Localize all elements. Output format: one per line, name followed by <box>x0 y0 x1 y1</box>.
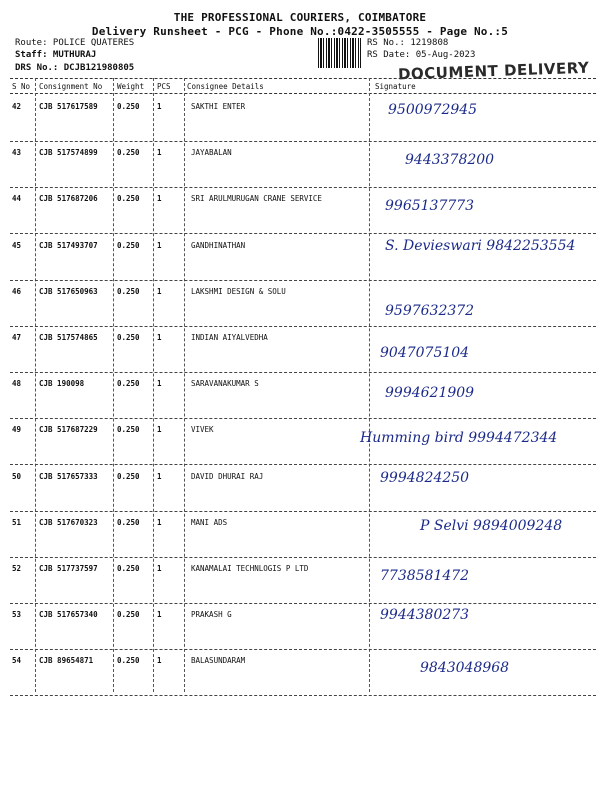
table-row <box>0 466 600 512</box>
col-pcs: PCS <box>157 82 171 91</box>
handwritten-signature: Humming bird 9994472344 <box>360 430 558 446</box>
row-sno: 52 <box>12 564 22 573</box>
row-sno: 44 <box>12 194 22 204</box>
row-pcs: 1 <box>157 425 162 435</box>
row-pcs: 1 <box>157 102 162 111</box>
row-pcs: 1 <box>157 610 162 620</box>
row-sno: 50 <box>12 471 22 481</box>
table-row <box>0 142 600 188</box>
row-weight: 0.250 <box>117 425 140 435</box>
row-consignee: GANDHINATHAN <box>191 240 246 250</box>
handwritten-signature: S. Devieswari 9842253554 <box>385 238 576 254</box>
handwritten-signature: 9843048968 <box>420 660 510 676</box>
row-sno: 48 <box>12 379 22 389</box>
row-weight: 0.250 <box>117 610 140 620</box>
row-consignee: KANAMALAI TECHNLOGIS P LTD <box>191 564 309 573</box>
row-weight: 0.250 <box>117 564 140 573</box>
row-consignee: SRI ARULMURUGAN CRANE SERVICE <box>191 194 322 204</box>
row-weight: 0.250 <box>117 240 140 250</box>
row-weight: 0.250 <box>117 286 140 296</box>
row-consignment-no: CJB 517737597 <box>39 564 98 573</box>
document-delivery-stamp: DOCUMENT DELIVERY <box>397 58 590 84</box>
row-pcs: 1 <box>157 286 162 296</box>
row-consignment-no: CJB 517574865 <box>39 333 98 342</box>
row-sno: 51 <box>12 517 22 527</box>
row-consignment-no: CJB 517670323 <box>39 517 98 527</box>
row-pcs: 1 <box>157 471 162 481</box>
row-consignment-no: CJB 517687206 <box>39 194 98 204</box>
row-weight: 0.250 <box>117 471 140 481</box>
table-row <box>0 188 600 234</box>
table-row <box>0 604 600 650</box>
row-weight: 0.250 <box>117 379 140 389</box>
handwritten-signature: 9443378200 <box>405 152 495 168</box>
row-weight: 0.250 <box>117 194 140 204</box>
handwritten-signature: 9965137773 <box>385 198 475 214</box>
row-weight: 0.250 <box>117 656 140 666</box>
row-pcs: 1 <box>157 240 162 250</box>
page-subtitle: Delivery Runsheet - PCG - Phone No.:0422-3505555 - Page No.:5 <box>91 25 509 38</box>
row-consignment-no: CJB 517657333 <box>39 471 98 481</box>
handwritten-signature: 9994621909 <box>385 385 475 401</box>
staff-label: Staff: MUTHURAJ <box>15 50 97 60</box>
handwritten-signature: 9500972945 <box>388 102 478 118</box>
row-consignee: SAKTHI ENTER <box>191 102 246 111</box>
drs-label: DRS No.: DCJB121980805 <box>15 63 135 73</box>
row-consignee: JAYABALAN <box>191 148 232 158</box>
row-pcs: 1 <box>157 148 162 158</box>
row-pcs: 1 <box>157 656 162 666</box>
page-title: THE PROFESSIONAL COURIERS, COIMBATORE <box>173 11 427 24</box>
row-pcs: 1 <box>157 333 162 342</box>
handwritten-signature: 9944380273 <box>380 607 470 623</box>
row-sno: 49 <box>12 425 22 435</box>
handwritten-signature: 9994824250 <box>380 470 470 486</box>
row-pcs: 1 <box>157 379 162 389</box>
row-sno: 46 <box>12 286 22 296</box>
col-sno: S No <box>12 82 31 91</box>
row-pcs: 1 <box>157 517 162 527</box>
row-consignee: MANI ADS <box>191 517 228 527</box>
table-row <box>0 558 600 604</box>
table-row <box>0 96 600 142</box>
row-weight: 0.250 <box>117 333 140 342</box>
table-row <box>0 373 600 419</box>
row-consignment-no: CJB 517493707 <box>39 240 98 250</box>
row-weight: 0.250 <box>117 517 140 527</box>
row-pcs: 1 <box>157 564 162 573</box>
col-weight: Weight <box>117 82 145 91</box>
row-weight: 0.250 <box>117 148 140 158</box>
handwritten-signature: 9047075104 <box>380 345 470 361</box>
row-sno: 54 <box>12 656 22 666</box>
row-weight: 0.250 <box>117 102 140 111</box>
row-consignment-no: CJB 517574899 <box>39 148 98 158</box>
row-consignment-no: CJB 190098 <box>39 379 85 389</box>
row-sno: 53 <box>12 610 22 620</box>
row-consignment-no: CJB 517617589 <box>39 102 98 111</box>
row-consignee: LAKSHMI DESIGN & SOLU <box>191 286 286 296</box>
header-bottom-divider <box>10 93 596 94</box>
rs-date: RS Date: 05-Aug-2023 <box>367 50 476 60</box>
table-row <box>0 327 600 373</box>
row-consignment-no: CJB 89654871 <box>39 656 94 666</box>
table-row <box>0 281 600 327</box>
handwritten-signature: 9597632372 <box>385 303 475 319</box>
row-consignee: BALASUNDARAM <box>191 656 246 666</box>
row-consignee: DAVID DHURAI RAJ <box>191 471 264 481</box>
col-signature: Signature <box>375 82 416 91</box>
col-consignment: Consignment No <box>39 82 103 91</box>
row-consignment-no: CJB 517650963 <box>39 286 98 296</box>
row-consignee: VIVEK <box>191 425 214 435</box>
row-consignment-no: CJB 517657340 <box>39 610 98 620</box>
row-divider <box>10 695 596 696</box>
col-consignee: Consignee Details <box>187 82 264 91</box>
table-row <box>0 650 600 696</box>
row-sno: 47 <box>12 333 22 342</box>
row-consignee: INDIAN AIYALVEDHA <box>191 333 268 342</box>
row-consignee: SARAVANAKUMAR S <box>191 379 259 389</box>
handwritten-signature: P Selvi 9894009248 <box>420 518 563 534</box>
row-sno: 42 <box>12 102 22 111</box>
route-label: Route: POLICE QUATERES <box>15 38 135 48</box>
handwritten-signature: 7738581472 <box>380 568 470 584</box>
header-top-divider <box>10 78 596 79</box>
row-sno: 43 <box>12 148 22 158</box>
row-pcs: 1 <box>157 194 162 204</box>
row-consignment-no: CJB 517687229 <box>39 425 98 435</box>
row-sno: 45 <box>12 240 22 250</box>
rs-number: RS No.: 1219808 <box>367 38 449 48</box>
row-consignee: PRAKASH G <box>191 610 232 620</box>
barcode <box>318 38 361 68</box>
